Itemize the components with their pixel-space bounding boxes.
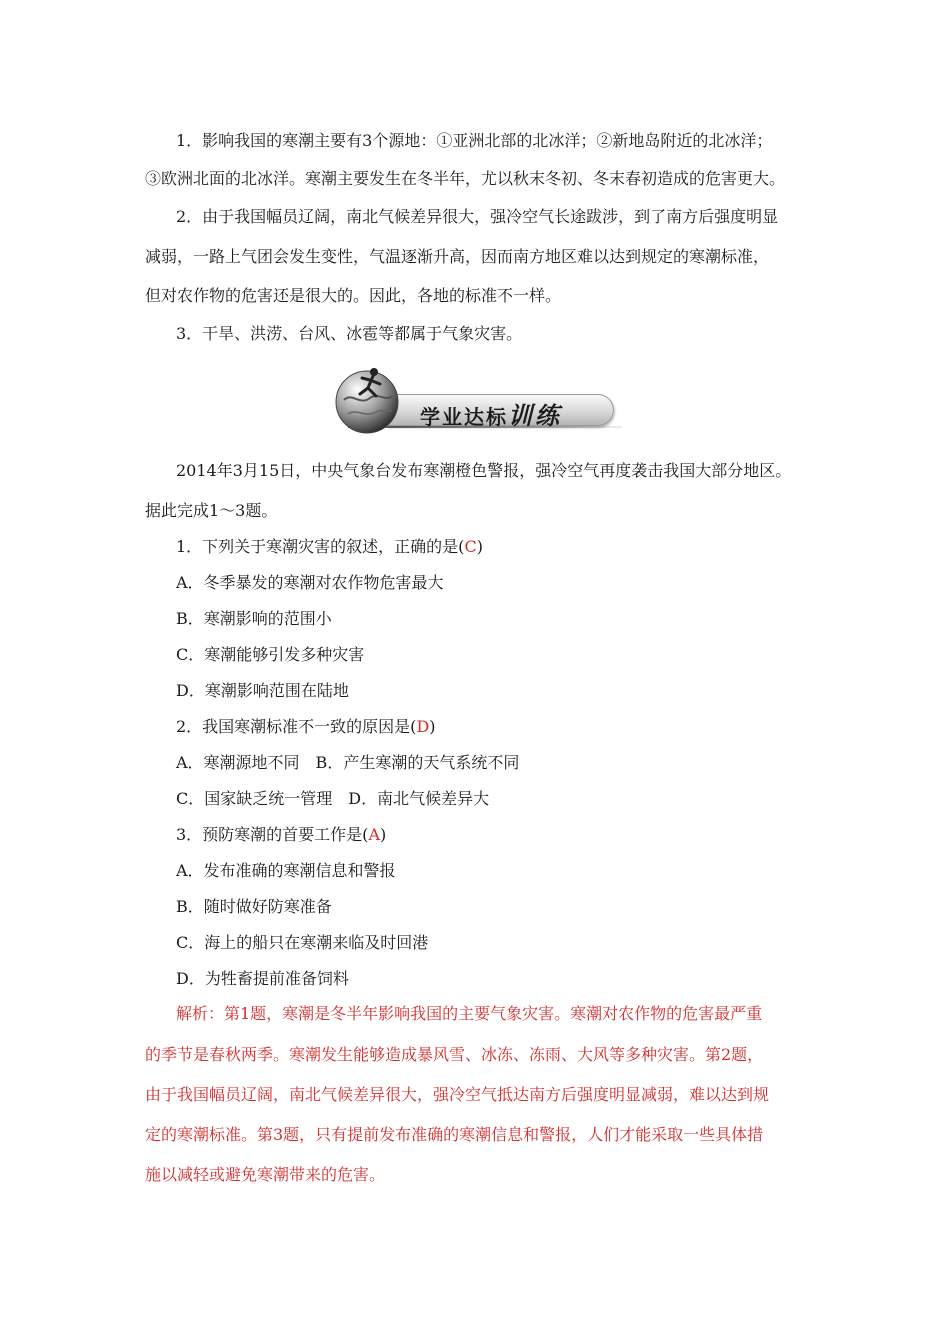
question-2 <box>176 716 436 738</box>
intro-line-1: 1．影响我国的寒潮主要有3个源地：①亚洲北部的北冰洋；②新地岛附近的北冰洋； <box>176 131 773 150</box>
analysis-line-2: 的季节是春秋两季。寒潮发生能够造成暴风雪、冰冻、冻雨、大风等多种灾害。第2题， <box>145 1045 764 1064</box>
analysis-line-4: 定的寒潮标准。第3题，只有提前发布准确的寒潮信息和警报，人们才能采取一些具体措 <box>145 1125 764 1144</box>
intro-line-3: 2．由于我国幅员辽阔，南北气候差异很大，强冷空气长途跋涉，到了南方后强度明显 <box>176 207 779 226</box>
question-1-option-b: B．寒潮影响的范围小 <box>176 609 332 628</box>
analysis-line-5: 施以减轻或避免寒潮带来的危害。 <box>145 1165 386 1184</box>
question-3 <box>176 824 386 846</box>
analysis-line-1: 解析：第1题，寒潮是冬半年影响我国的主要气象灾害。寒潮对农作物的危害最严重 <box>176 1004 763 1023</box>
question-1-close: ) <box>476 537 483 556</box>
question-2-options-cd: C．国家缺乏统一管理 D．南北气候差异大 <box>176 789 490 808</box>
stem-line-1: 2014年3月15日，中央气象台发布寒潮橙色警报，强冷空气再度袭击我国大部分地区。 <box>176 461 792 480</box>
globe-runner-icon <box>330 362 404 436</box>
question-1-option-d: D．寒潮影响范围在陆地 <box>176 681 349 700</box>
stem-line-2: 据此完成1～3题。 <box>145 501 278 520</box>
question-1-option-c: C．寒潮能够引发多种灾害 <box>176 645 365 664</box>
intro-line-6: 3．干旱、洪涝、台风、冰雹等都属于气象灾害。 <box>176 324 523 343</box>
banner-title-part2: 训练 <box>508 402 562 430</box>
intro-line-2: ③欧洲北面的北冰洋。寒潮主要发生在冬半年，尤以秋末冬初、冬末春初造成的危害更大。 <box>145 169 786 188</box>
question-3-option-a: A．发布准确的寒潮信息和警报 <box>176 861 396 880</box>
question-1-text: 1．下列关于寒潮灾害的叙述，正确的是( <box>176 537 465 556</box>
question-3-text: 3．预防寒潮的首要工作是( <box>176 825 369 844</box>
banner-title-part1: 学业达标 <box>420 405 508 429</box>
intro-line-5: 但对农作物的危害还是很大的。因此，各地的标准不一样。 <box>145 286 562 305</box>
question-1 <box>176 536 483 558</box>
question-2-answer: D <box>416 717 430 736</box>
question-3-option-d: D．为牲畜提前准备饲料 <box>176 969 349 988</box>
banner-title <box>420 396 562 431</box>
question-2-close: ) <box>429 717 436 736</box>
question-3-option-c: C．海上的船只在寒潮来临及时回港 <box>176 933 429 952</box>
section-banner <box>300 362 630 442</box>
question-2-options-ab: A．寒潮源地不同 B．产生寒潮的天气系统不同 <box>176 753 520 772</box>
question-3-close: ) <box>380 825 387 844</box>
intro-line-4: 减弱，一路上气团会发生变性，气温逐渐升高，因而南方地区难以达到规定的寒潮标准， <box>145 247 770 266</box>
question-2-text: 2．我国寒潮标准不一致的原因是( <box>176 717 417 736</box>
question-1-option-a: A．冬季暴发的寒潮对农作物危害最大 <box>176 573 444 592</box>
question-1-answer: C <box>464 537 477 556</box>
question-3-answer: A <box>368 825 380 844</box>
question-3-option-b: B．随时做好防寒准备 <box>176 897 332 916</box>
analysis-line-3: 由于我国幅员辽阔，南北气候差异很大，强冷空气抵达南方后强度明显减弱，难以达到规 <box>145 1085 770 1104</box>
